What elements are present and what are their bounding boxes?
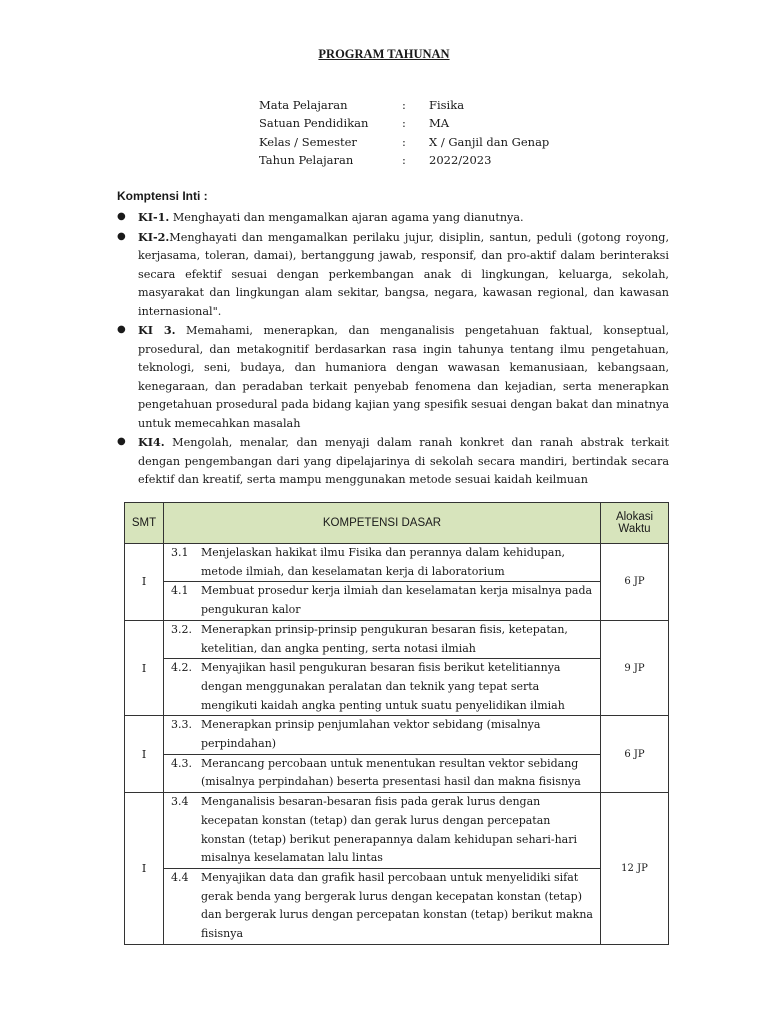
header-smt: SMT: [125, 503, 164, 544]
alokasi-cell: 6 JP: [601, 716, 669, 793]
ki-list: [117, 208, 669, 490]
smt-cell: I: [125, 716, 164, 793]
info-value: 2022/2023: [429, 152, 492, 167]
info-colon: :: [402, 116, 406, 131]
info-label: Tahun Pelajaran: [259, 152, 354, 167]
bullet-icon: ●: [117, 436, 126, 447]
bullet-icon: ●: [117, 324, 126, 335]
kd-item: [164, 659, 600, 715]
kd-item: [164, 869, 600, 944]
kd-description: Menjelaskan hakikat ilmu Fisika dan perannya dalam kehidupan, metode ilmiah, dan keselamatan kerja di laboratorium: [201, 546, 566, 578]
header-alokasi-line1: Alokasi: [615, 511, 654, 523]
kd-cell: [164, 544, 601, 621]
kd-description: Menyajikan hasil pengukuran besaran fisis berikut ketelitiannya dengan menggunakan peralatan dan teknik yang tepat serta mengikuti kaidah angka penting untuk suatu penyelidikan ilmiah: [201, 661, 565, 712]
kd-description: Menyajikan data dan grafik hasil percobaan untuk menyelidiki sifat gerak benda yang bergerak lurus dengan kecepatan konstan (tetap) dan bergerak lurus dengan percepatan konstan (tetap) berikut makna fisisnya: [201, 870, 593, 941]
ki-item: [117, 208, 669, 228]
kd-description: Menganalisis besaran-besaran fisis pada gerak lurus dengan kecepatan konstan (tetap) dan gerak lurus dengan percepatan konstan (tetap) berikut penerapannya dalam kehidupan sehari-hari misalnya keselamatan lalu lintas: [201, 795, 577, 865]
info-colon: :: [402, 134, 406, 149]
info-value: X / Ganjil dan Genap: [429, 134, 550, 149]
kd-item: [164, 755, 600, 792]
table-row: [125, 716, 669, 793]
kd-cell: [164, 620, 601, 716]
table-row: [125, 793, 669, 945]
kd-description: Membuat prosedur kerja ilmiah dan keselamatan kerja misalnya pada pengukuran kalor: [201, 584, 593, 617]
kd-cell: [164, 716, 601, 793]
kd-item: [164, 582, 600, 619]
info-label: Satuan Pendidikan: [259, 116, 369, 131]
kd-item: [164, 793, 600, 868]
ki-item: [117, 433, 669, 490]
kd-item: [164, 544, 600, 581]
kd-number: 4.4: [171, 870, 189, 884]
kd-item: [164, 621, 600, 658]
ki-text: Mengolah, menalar, dan menyaji dalam ranah konkret dan ranah abstrak terkait dengan pengembangan dari yang dipelajarinya di sekolah secara mandiri, bertindak secara efektif dan kreatif, serta mampu menggunakan metode sesuai kaidah keilmuan: [138, 436, 669, 486]
info-colon: :: [402, 152, 406, 167]
kd-item: [164, 716, 600, 753]
ki-item: [117, 321, 669, 433]
header-alokasi-waktu: [601, 503, 669, 544]
kd-number: 3.1: [171, 546, 189, 559]
ki-code: KI 3.: [138, 323, 176, 337]
kd-cell: [164, 793, 601, 945]
alokasi-cell: 9 JP: [601, 620, 669, 716]
ki-code: KI-1.: [138, 210, 170, 224]
kd-number: 4.2.: [171, 661, 192, 675]
alokasi-cell: 6 JP: [601, 544, 669, 621]
smt-cell: I: [125, 793, 164, 945]
document-title: PROGRAM TAHUNAN: [318, 47, 450, 61]
table-row: [125, 620, 669, 716]
ki-code: KI-2.: [138, 229, 170, 244]
info-value: Fisika: [429, 98, 465, 112]
ki-text: Menghayati dan mengamalkan perilaku jujur, disiplin, santun, peduli (gotong royong, kerjasama, toleran, damai), bertanggung jawab, responsif, dan pro-aktif dalam berinteraksi secara efektif sesuai dengan perkembangan anak di lingkungan, keluarga, sekolah, masyarakat dan lingkungan alam sekitar, bangsa, negara, kawasan regional, dan kawasan internasional".: [138, 230, 669, 318]
info-value: MA: [429, 116, 450, 131]
bullet-icon: ●: [117, 211, 126, 222]
alokasi-cell: 12 JP: [601, 793, 669, 945]
ki-text: Menghayati dan mengamalkan ajaran agama yang dianutnya.: [169, 211, 524, 224]
bullet-icon: ●: [117, 230, 126, 242]
table-header-row: [125, 503, 669, 544]
kd-number: 3.3.: [171, 718, 192, 732]
info-label: Kelas / Semester: [259, 134, 357, 149]
kd-number: 4.1: [171, 584, 189, 598]
smt-cell: I: [125, 544, 164, 621]
kd-number: 3.4: [171, 795, 189, 809]
header-kompetensi-dasar: KOMPETENSI DASAR: [164, 503, 601, 544]
kd-description: Menerapkan prinsip-prinsip pengukuran besaran fisis, ketepatan, ketelitian, dan angka penting, serta notasi ilmiah: [201, 622, 568, 655]
kompetensi-dasar-table: [124, 502, 669, 945]
ki-code: KI4.: [138, 435, 165, 449]
info-colon: :: [402, 98, 406, 112]
ki-item: [117, 228, 669, 322]
kd-description: Menerapkan prinsip penjumlahan vektor sebidang (misalnya perpindahan): [201, 718, 541, 751]
header-alokasi-line2: Waktu: [618, 523, 651, 535]
info-label: Mata Pelajaran: [259, 98, 348, 112]
kd-number: 4.3.: [171, 756, 192, 770]
kd-description: Merancang percobaan untuk menentukan resultan vektor sebidang (misalnya perpindahan) beserta presentasi hasil dan makna fisisnya: [201, 756, 581, 789]
ki-text: Memahami, menerapkan, dan menganalisis pengetahuan faktual, konseptual, prosedural, dan metakognitif berdasarkan rasa ingin tahunya tentang ilmu pengetahuan, teknologi, seni, budaya, dan humaniora dengan wawasan kemanusiaan, kebangsaan, kenegaraan, dan peradaban terkait penyebab fenomena dan kejadian, serta menerapkan pengetahuan prosedural pada bidang kajian yang spesifik sesuai dengan bakat dan minatnya untuk memecahkan masalah: [138, 324, 669, 430]
smt-cell: I: [125, 620, 164, 716]
ki-heading: Komptensi Inti :: [117, 189, 208, 203]
kd-number: 3.2.: [171, 622, 192, 636]
table-row: [125, 544, 669, 621]
